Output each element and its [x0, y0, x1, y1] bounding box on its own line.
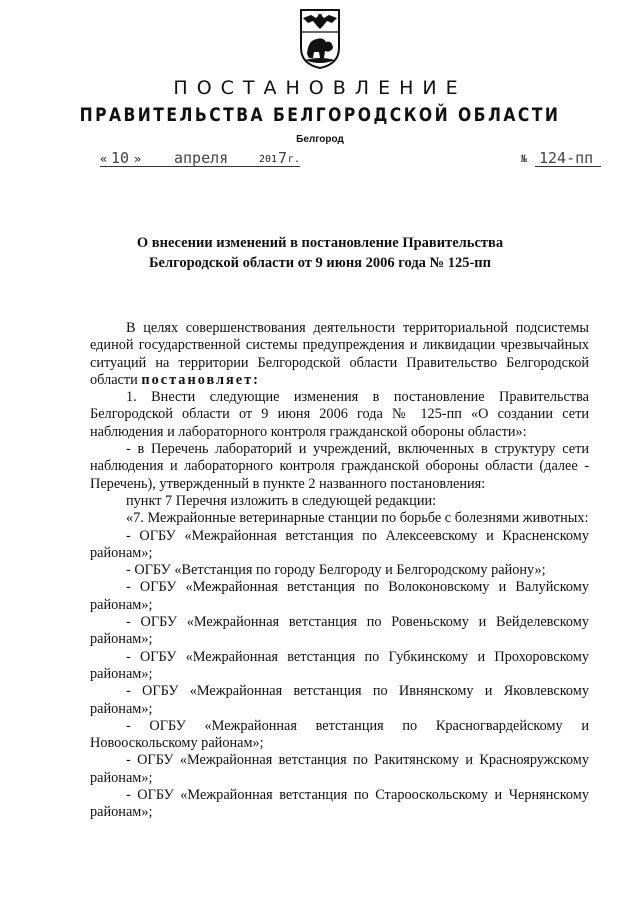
station-item: - ОГБУ «Межрайонная ветстанция по Волоконовскому и Валуйскому районам»;	[90, 579, 589, 613]
station-item: - ОГБУ «Межрайонная ветстанция по Старооскольскому и Чернянскому районам»;	[90, 787, 589, 821]
issuing-authority: ПРАВИТЕЛЬСТВА БЕЛГОРОДСКОЙ ОБЛАСТИ	[79, 104, 561, 126]
date-month: апреля	[174, 149, 229, 167]
document-subject	[90, 233, 550, 273]
clause-7-intro: пункт 7 Перечня изложить в следующей редакции:	[126, 492, 437, 509]
document-body	[90, 320, 589, 822]
subject-line-1: О внесении изменений в постановление Правительства	[136, 235, 504, 251]
document-type-title: ПОСТАНОВЛЕНИЕ	[173, 77, 467, 99]
list-intro-paragraph: - в Перечень лабораторий и учреждений, включенных в структуру сети наблюдения и лабораторного контроля гражданской обороны области (далее - Перечень), утвержденный в пункте 2 названного постановления:	[90, 441, 589, 492]
station-item: - ОГБУ «Межрайонная ветстанция по Ровеньскому и Вейделевскому районам»;	[90, 614, 589, 648]
station-item: - ОГБУ «Межрайонная ветстанция по Ракитянскому и Краснояружскому районам»;	[90, 752, 589, 786]
date-year-prefix: 201	[259, 154, 278, 165]
city-name: Белгород	[296, 134, 344, 145]
date-open-quote: «	[100, 152, 108, 166]
station-item: - ОГБУ «Межрайонная ветстанция по Губкинскому и Прохоровскому районам»;	[90, 648, 589, 682]
station-item: - ОГБУ «Межрайонная ветстанция по Красногвардейскому и Новооскольскому районам»;	[90, 717, 589, 752]
coat-of-arms-icon	[299, 8, 341, 70]
number-value: 124-пп	[539, 149, 594, 167]
station-item: - ОГБУ «Межрайонная ветстанция по Ивнянскому и Яковлевскому районам»;	[90, 683, 589, 717]
station-item: - ОГБУ «Межрайонная ветстанция по Алексеевскому и Красненскому районам»;	[90, 527, 589, 561]
clause-1-paragraph: 1. Внести следующие изменения в постановление Правительства Белгородской области от 9 июня 2006 года № 125-пп «О создании сети наблюдения и лабораторного контроля гражданской обороны области»:	[90, 389, 589, 440]
station-item: - ОГБУ «Ветстанция по городу Белгороду и Белгородскому району»;	[126, 562, 546, 579]
preamble-text: В целях совершенствования деятельности территориальной подсистемы единой государственной системы предупреждения и ликвидации чрезвычайных ситуаций на территории Белгородской области Правительство Белгородской области	[90, 320, 589, 388]
resolves-keyword: постановляет:	[141, 371, 260, 388]
date-year-suffix: г.	[288, 154, 301, 165]
number-label: №	[521, 154, 528, 165]
date-close-quote: »	[134, 152, 142, 166]
date-day: 10	[111, 149, 130, 167]
subject-line-2: Белгородской области от 9 июня 2006 года № 125-пп	[148, 255, 492, 271]
preamble-paragraph	[90, 320, 589, 389]
date-year-digit: 7	[278, 149, 288, 167]
clause-7-heading: «7. Межрайонные ветеринарные станции по борьбе с болезнями животных:	[126, 510, 589, 527]
